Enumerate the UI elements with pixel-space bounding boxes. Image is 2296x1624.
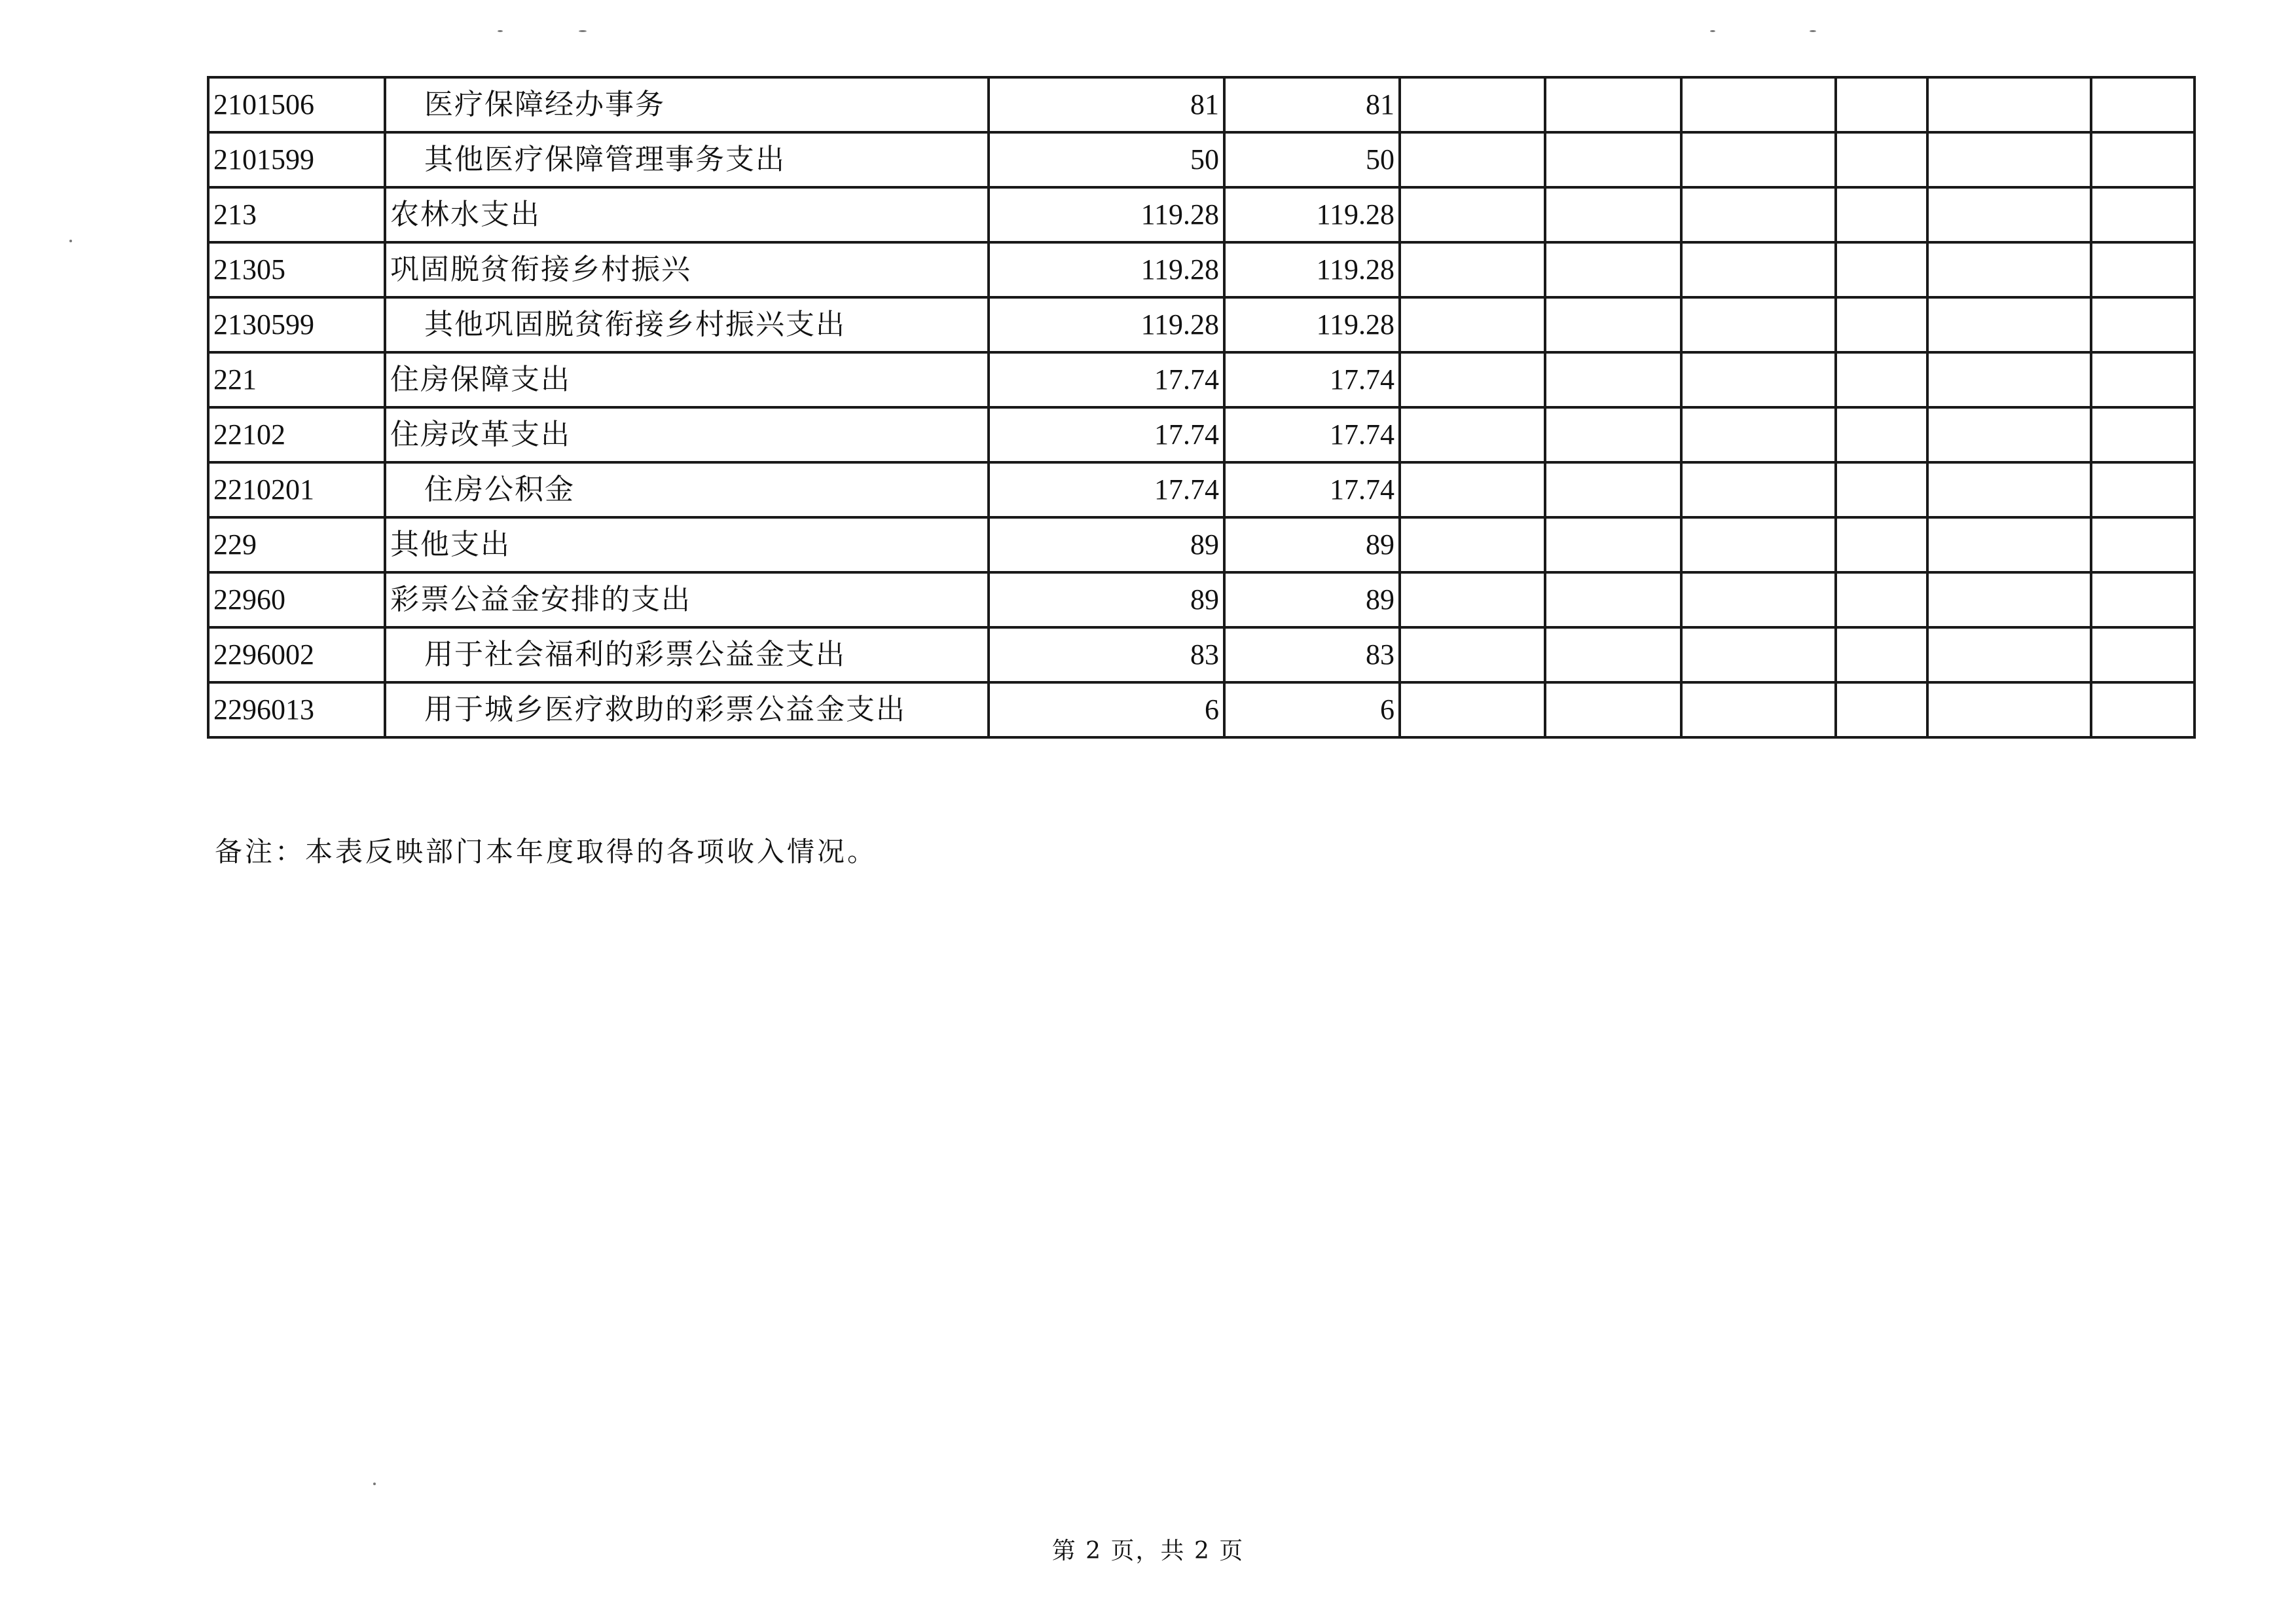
row-name: 其他支出 (385, 517, 989, 572)
row-fiscal-appropriation: 17.74 (1224, 352, 1400, 407)
empty-cell (1681, 297, 1836, 352)
table-body (208, 77, 2195, 737)
empty-cell (1681, 407, 1836, 462)
empty-cell (1836, 462, 1927, 517)
row-fiscal-appropriation: 17.74 (1224, 407, 1400, 462)
empty-cell (1927, 132, 2091, 187)
empty-cell (1681, 627, 1836, 682)
table-row (208, 407, 2195, 462)
empty-cell (2091, 242, 2195, 297)
scan-speck (579, 30, 587, 32)
row-fiscal-appropriation: 81 (1224, 77, 1400, 132)
row-name: 巩固脱贫衔接乡村振兴 (385, 242, 989, 297)
row-code: 229 (208, 517, 385, 572)
empty-cell (1927, 682, 2091, 737)
row-code: 22960 (208, 572, 385, 627)
row-fiscal-appropriation: 119.28 (1224, 242, 1400, 297)
empty-cell (1400, 517, 1545, 572)
table-row (208, 462, 2195, 517)
row-total: 83 (989, 627, 1224, 682)
empty-cell (1681, 352, 1836, 407)
empty-cell (1545, 77, 1681, 132)
row-name: 住房公积金 (385, 462, 989, 517)
empty-cell (1836, 627, 1927, 682)
row-name: 医疗保障经办事务 (385, 77, 989, 132)
empty-cell (1545, 627, 1681, 682)
row-fiscal-appropriation: 83 (1224, 627, 1400, 682)
row-code: 2101506 (208, 77, 385, 132)
row-code: 2296002 (208, 627, 385, 682)
table-note: 备注：本表反映部门本年度取得的各项收入情况。 (215, 836, 878, 868)
row-fiscal-appropriation: 89 (1224, 572, 1400, 627)
empty-cell (2091, 572, 2195, 627)
empty-cell (1681, 462, 1836, 517)
table-row (208, 572, 2195, 627)
empty-cell (1545, 572, 1681, 627)
empty-cell (1836, 352, 1927, 407)
row-total: 89 (989, 517, 1224, 572)
empty-cell (1545, 407, 1681, 462)
scan-speck (1810, 30, 1816, 32)
empty-cell (1400, 352, 1545, 407)
table-row (208, 77, 2195, 132)
empty-cell (1927, 627, 2091, 682)
row-code: 213 (208, 187, 385, 242)
row-name: 住房保障支出 (385, 352, 989, 407)
row-name: 用于社会福利的彩票公益金支出 (385, 627, 989, 682)
empty-cell (1545, 682, 1681, 737)
table-row (208, 187, 2195, 242)
row-total: 50 (989, 132, 1224, 187)
empty-cell (1545, 517, 1681, 572)
empty-cell (2091, 297, 2195, 352)
empty-cell (2091, 517, 2195, 572)
row-name: 其他巩固脱贫衔接乡村振兴支出 (385, 297, 989, 352)
row-fiscal-appropriation: 17.74 (1224, 462, 1400, 517)
empty-cell (1836, 297, 1927, 352)
budget-table (207, 76, 2196, 739)
row-name: 彩票公益金安排的支出 (385, 572, 989, 627)
empty-cell (1927, 77, 2091, 132)
table-row (208, 627, 2195, 682)
empty-cell (1927, 187, 2091, 242)
empty-cell (1400, 572, 1545, 627)
empty-cell (1681, 572, 1836, 627)
empty-cell (1836, 77, 1927, 132)
row-code: 221 (208, 352, 385, 407)
row-fiscal-appropriation: 119.28 (1224, 187, 1400, 242)
scan-speck (1710, 30, 1715, 32)
empty-cell (1400, 77, 1545, 132)
empty-cell (1927, 517, 2091, 572)
row-total: 119.28 (989, 187, 1224, 242)
empty-cell (2091, 77, 2195, 132)
empty-cell (1681, 187, 1836, 242)
empty-cell (1927, 352, 2091, 407)
empty-cell (1836, 682, 1927, 737)
empty-cell (1836, 407, 1927, 462)
table-row (208, 297, 2195, 352)
empty-cell (1681, 682, 1836, 737)
empty-cell (1400, 297, 1545, 352)
empty-cell (1545, 352, 1681, 407)
empty-cell (1927, 572, 2091, 627)
empty-cell (2091, 682, 2195, 737)
empty-cell (1400, 132, 1545, 187)
table-row (208, 132, 2195, 187)
empty-cell (1836, 517, 1927, 572)
empty-cell (1927, 407, 2091, 462)
row-name: 用于城乡医疗救助的彩票公益金支出 (385, 682, 989, 737)
empty-cell (1400, 187, 1545, 242)
empty-cell (1836, 132, 1927, 187)
empty-cell (2091, 407, 2195, 462)
empty-cell (1545, 132, 1681, 187)
empty-cell (1681, 242, 1836, 297)
row-code: 21305 (208, 242, 385, 297)
empty-cell (2091, 187, 2195, 242)
empty-cell (2091, 352, 2195, 407)
scan-speck (498, 30, 503, 32)
row-total: 17.74 (989, 407, 1224, 462)
empty-cell (1681, 132, 1836, 187)
row-name: 农林水支出 (385, 187, 989, 242)
empty-cell (1545, 242, 1681, 297)
table-row (208, 242, 2195, 297)
page-footer: 第 2 页，共 2 页 (1051, 1538, 1245, 1564)
row-code: 2296013 (208, 682, 385, 737)
row-fiscal-appropriation: 89 (1224, 517, 1400, 572)
empty-cell (1927, 297, 2091, 352)
empty-cell (1836, 242, 1927, 297)
row-code: 2101599 (208, 132, 385, 187)
empty-cell (1400, 462, 1545, 517)
row-code: 2130599 (208, 297, 385, 352)
table-row (208, 352, 2195, 407)
empty-cell (2091, 462, 2195, 517)
empty-cell (1545, 462, 1681, 517)
row-fiscal-appropriation: 6 (1224, 682, 1400, 737)
empty-cell (2091, 132, 2195, 187)
row-total: 17.74 (989, 462, 1224, 517)
table-row (208, 682, 2195, 737)
row-total: 17.74 (989, 352, 1224, 407)
empty-cell (1400, 407, 1545, 462)
empty-cell (1681, 517, 1836, 572)
row-code: 2210201 (208, 462, 385, 517)
table-row (208, 517, 2195, 572)
row-total: 89 (989, 572, 1224, 627)
empty-cell (1400, 242, 1545, 297)
scan-speck (69, 240, 72, 242)
empty-cell (1927, 462, 2091, 517)
row-name: 其他医疗保障管理事务支出 (385, 132, 989, 187)
empty-cell (1400, 682, 1545, 737)
row-total: 6 (989, 682, 1224, 737)
empty-cell (1545, 297, 1681, 352)
row-total: 119.28 (989, 297, 1224, 352)
row-total: 81 (989, 77, 1224, 132)
row-fiscal-appropriation: 50 (1224, 132, 1400, 187)
row-total: 119.28 (989, 242, 1224, 297)
empty-cell (1836, 187, 1927, 242)
row-fiscal-appropriation: 119.28 (1224, 297, 1400, 352)
empty-cell (1545, 187, 1681, 242)
empty-cell (1681, 77, 1836, 132)
scan-speck (373, 1483, 376, 1485)
empty-cell (1836, 572, 1927, 627)
empty-cell (1927, 242, 2091, 297)
row-code: 22102 (208, 407, 385, 462)
empty-cell (2091, 627, 2195, 682)
row-name: 住房改革支出 (385, 407, 989, 462)
empty-cell (1400, 627, 1545, 682)
